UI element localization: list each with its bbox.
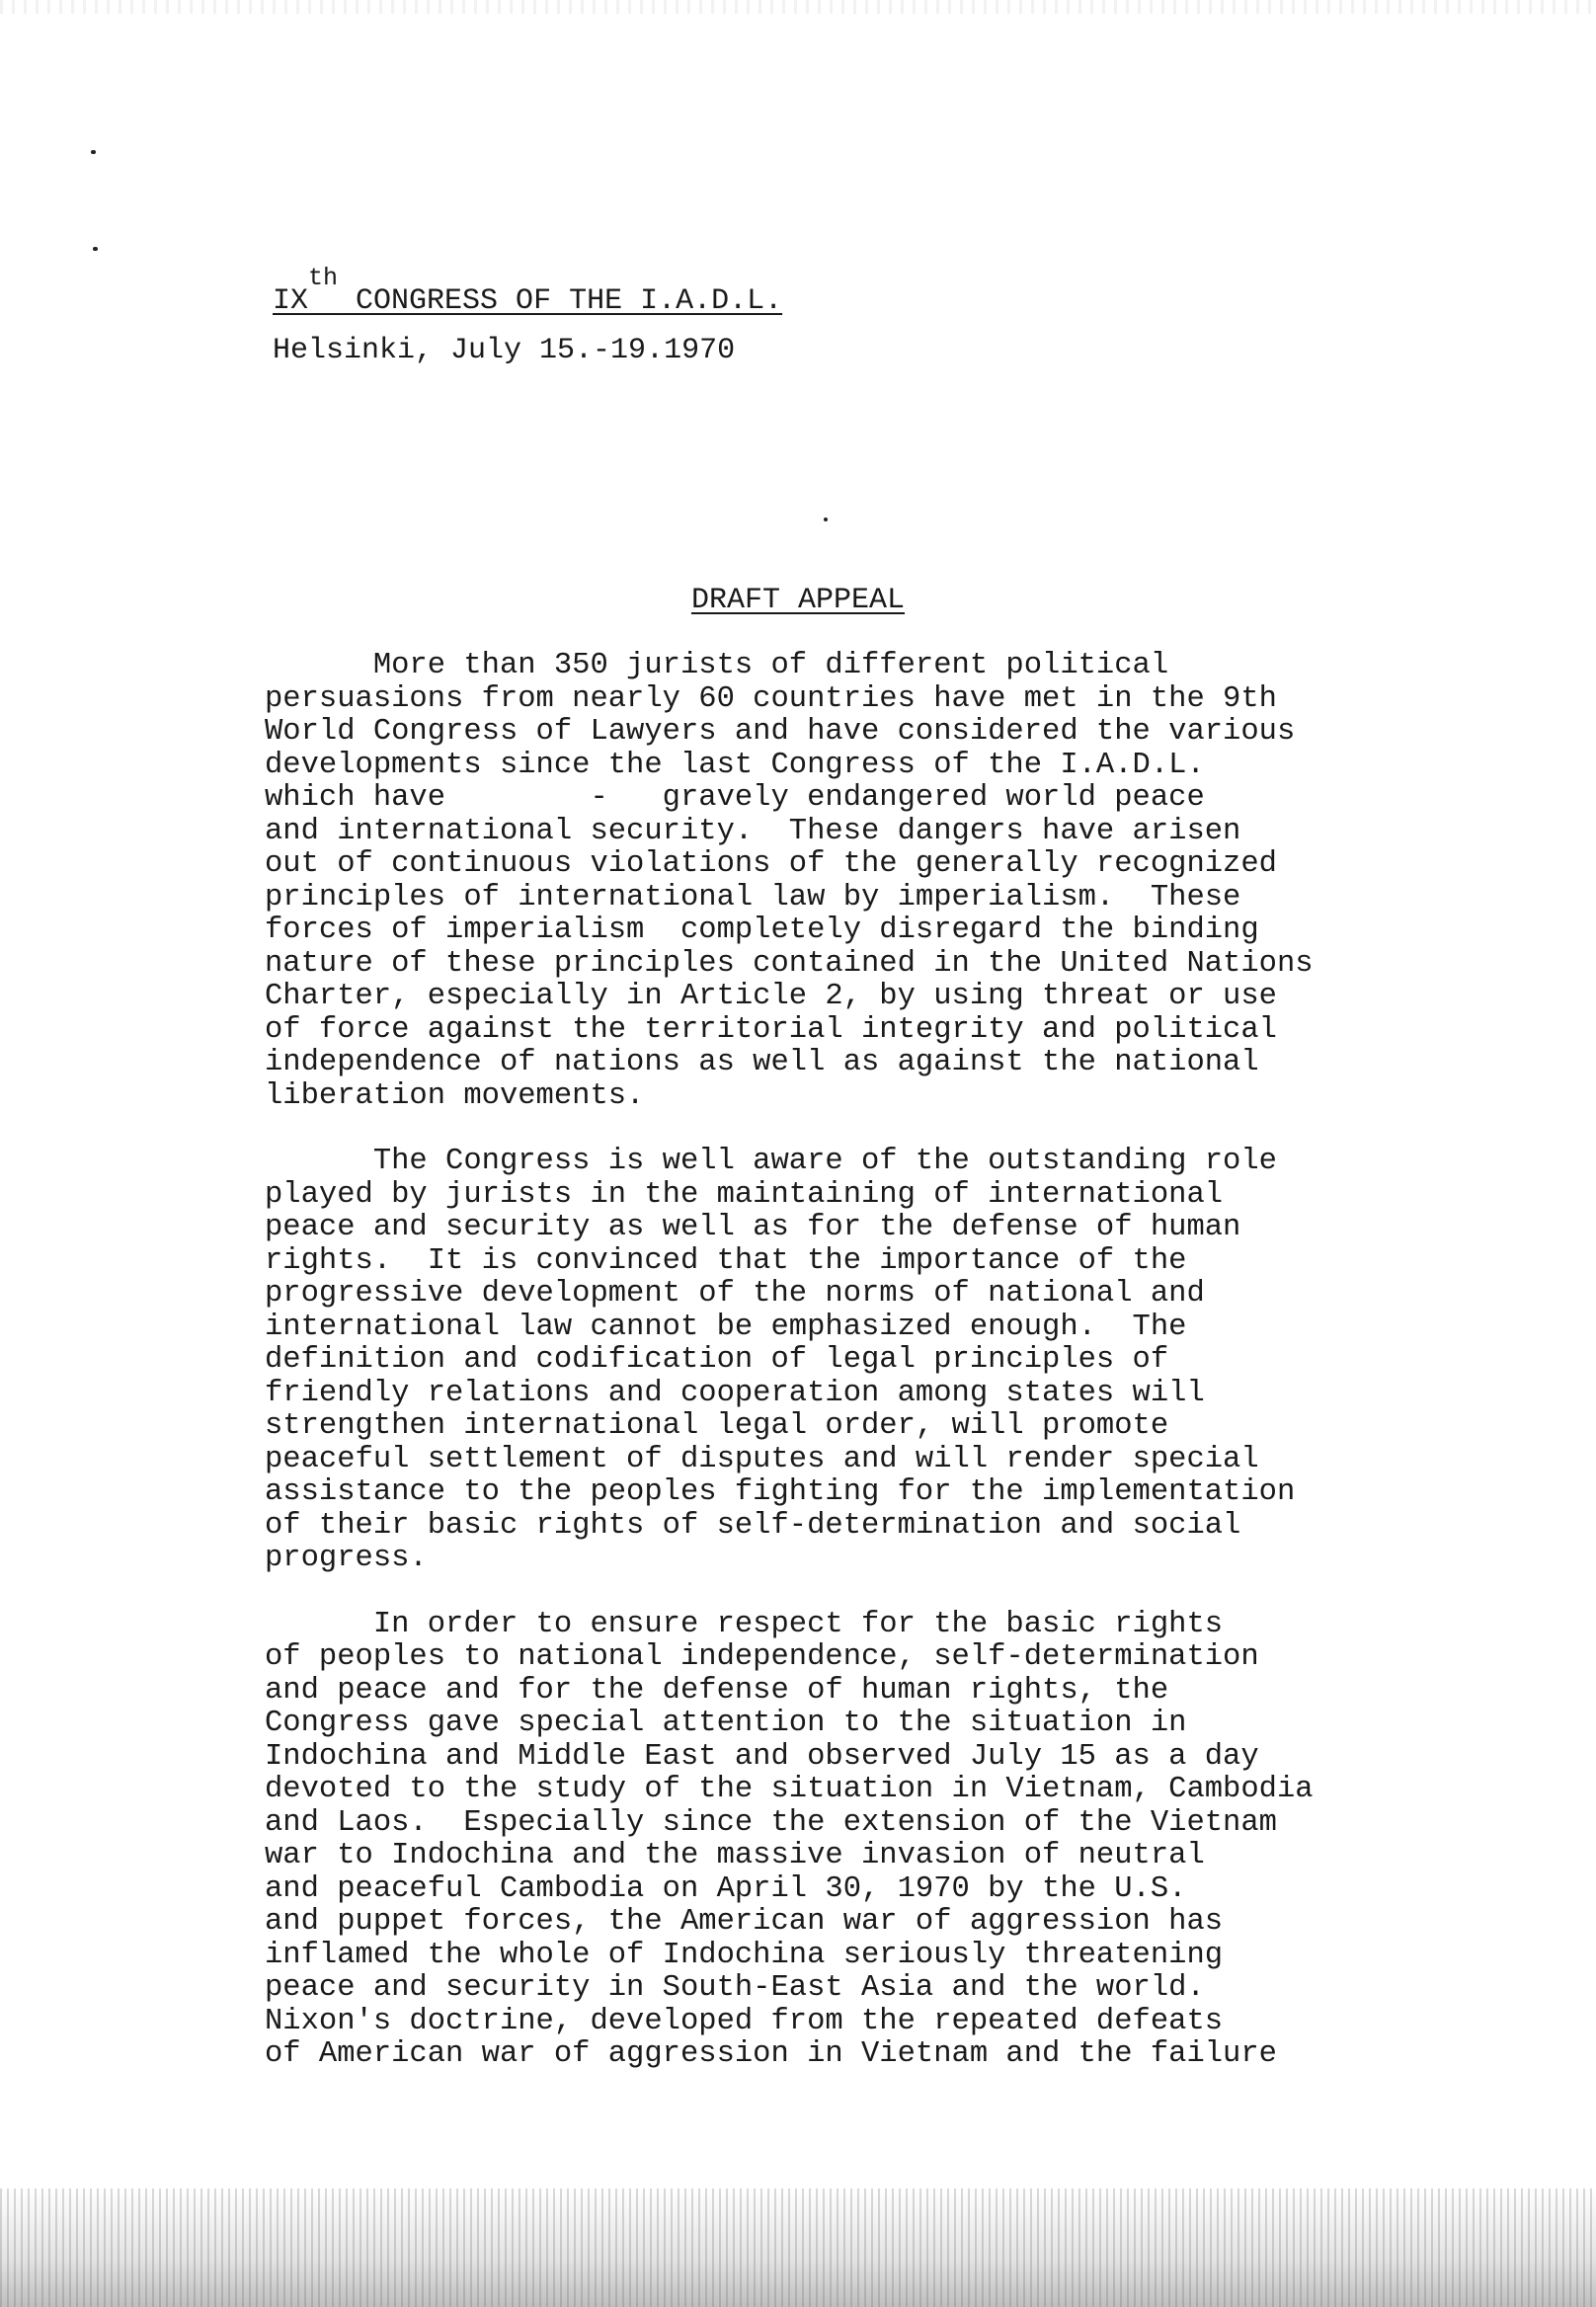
- paragraph: [265, 1609, 1460, 2072]
- document-body: [265, 650, 1460, 2105]
- text-line: Congress gave special attention to the situation in: [265, 1707, 1187, 1740]
- text-line: progressive development of the norms of national and: [265, 1277, 1205, 1311]
- text-line: of American war of aggression in Vietnam and the failure: [265, 2037, 1277, 2071]
- paragraph: [265, 1146, 1460, 1576]
- congress-header: [273, 264, 783, 375]
- margin-mark: [91, 150, 96, 154]
- text-line: assistance to the peoples fighting for the implementation: [265, 1475, 1296, 1509]
- text-line: of peoples to national independence, self-determination: [265, 1640, 1259, 1674]
- text-line: principles of international law by imperialism. These: [265, 880, 1241, 915]
- text-line: The Congress is well aware of the outstanding role: [265, 1145, 1277, 1178]
- text-line: and puppet forces, the American war of aggression has: [265, 1905, 1224, 1939]
- text-line: strengthen international legal order, will promote: [265, 1409, 1169, 1443]
- text-line: peaceful settlement of disputes and will render special: [265, 1442, 1259, 1476]
- paragraph: [265, 650, 1460, 1113]
- congress-ordinal-suffix: th: [308, 264, 339, 292]
- text-line: of force against the territorial integrity and political: [265, 1012, 1277, 1047]
- text-line: played by jurists in the maintaining of international: [265, 1177, 1224, 1212]
- congress-location-date: Helsinki, July 15.-19.1970: [273, 334, 736, 367]
- text-line: In order to ensure respect for the basic rights: [265, 1607, 1224, 1641]
- text-line: Indochina and Middle East and observed July 15 as a day: [265, 1739, 1259, 1774]
- document-title: DRAFT APPEAL: [690, 584, 906, 617]
- text-line: rights. It is convinced that the importance of the: [265, 1243, 1187, 1278]
- text-line: independence of nations as well as against the national: [265, 1046, 1259, 1079]
- scan-artifact-top: [0, 0, 1596, 14]
- text-line: international law cannot be emphasized enough. The: [265, 1310, 1187, 1344]
- text-line: peace and security in South-East Asia and the world.: [265, 1971, 1205, 2005]
- text-line: friendly relations and cooperation among states will: [265, 1376, 1205, 1410]
- text-line: and Laos. Especially since the extension of the Vietnam: [265, 1805, 1277, 1840]
- text-line: forces of imperialism completely disregard the binding: [265, 914, 1259, 947]
- text-line: World Congress of Lawyers and have considered the various: [265, 715, 1296, 749]
- text-line: progress.: [265, 1542, 428, 1575]
- text-line: liberation movements.: [265, 1078, 645, 1113]
- margin-mark: [93, 247, 98, 251]
- text-line: and peaceful Cambodia on April 30, 1970 by the U.S.: [265, 1871, 1187, 1906]
- text-line: war to Indochina and the massive invasion of neutral: [265, 1839, 1205, 1872]
- text-line: peace and security as well as for the defense of human: [265, 1211, 1241, 1244]
- text-line: nature of these principles contained in the United Nations: [265, 946, 1314, 981]
- scan-artifact-bottom: [0, 2188, 1596, 2307]
- text-line: Charter, especially in Article 2, by using threat or use: [265, 980, 1277, 1013]
- text-line: More than 350 jurists of different political: [265, 649, 1169, 682]
- text-line: and international security. These dangers have arisen: [265, 814, 1241, 848]
- text-line: and peace and for the defense of human rights, the: [265, 1673, 1169, 1708]
- text-line: which have - gravely endangered world peace: [265, 781, 1205, 815]
- text-line: inflamed the whole of Indochina seriously threatening: [265, 1938, 1224, 1972]
- congress-title: [273, 264, 783, 326]
- text-line: definition and codification of legal principles of: [265, 1343, 1169, 1377]
- text-line: persuasions from nearly 60 countries have met in the 9th: [265, 681, 1277, 716]
- text-line: developments since the last Congress of the I.A.D.L.: [265, 748, 1205, 782]
- congress-title-rest: CONGRESS OF THE I.A.D.L.: [338, 284, 783, 318]
- text-line: devoted to the study of the situation in Vietnam, Cambodia: [265, 1773, 1314, 1806]
- stray-mark: [824, 517, 828, 521]
- text-line: of their basic rights of self-determination and social: [265, 1508, 1241, 1543]
- congress-roman: IX: [273, 284, 309, 318]
- text-line: out of continuous violations of the generally recognized: [265, 847, 1277, 881]
- text-line: Nixon's doctrine, developed from the repeated defeats: [265, 2004, 1224, 2038]
